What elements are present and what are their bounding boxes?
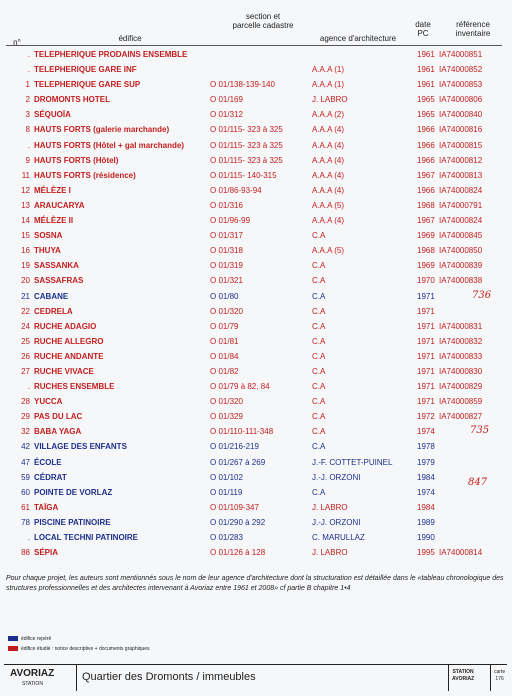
- row-number: .: [27, 382, 30, 392]
- header-num: n°: [13, 38, 21, 47]
- row-number: 24: [21, 321, 30, 331]
- table-row: [0, 198, 512, 213]
- row-agency: C.A: [312, 321, 326, 331]
- row-reference: IA74000833: [439, 351, 483, 361]
- row-number: 16: [21, 246, 30, 256]
- footer-divider: [448, 665, 449, 691]
- row-reference: IA74000839: [439, 261, 483, 271]
- row-section: O 01/318: [210, 246, 243, 256]
- row-agency: C. MARULLAZ: [312, 533, 365, 542]
- row-edifice: TELEPHERIQUE GARE INF: [34, 65, 137, 75]
- row-section: O 01/102: [210, 472, 243, 482]
- row-edifice: LOCAL TECHNI PATINOIRE: [34, 533, 138, 542]
- row-reference: IA74000829: [439, 382, 483, 392]
- row-number: 29: [21, 412, 30, 422]
- row-date: 1989: [417, 517, 435, 527]
- row-reference: IA74000816: [439, 125, 483, 135]
- row-edifice: ARAUCARYA: [34, 200, 85, 210]
- row-edifice: POINTE DE VORLAZ: [34, 487, 113, 497]
- row-agency: C.A: [312, 366, 326, 376]
- row-number: 32: [21, 427, 30, 437]
- station-block: [452, 669, 474, 683]
- row-edifice: HAUTS FORTS (résidence): [34, 170, 136, 180]
- row-agency: A.A.A (4): [312, 170, 345, 180]
- row-date: 1990: [417, 533, 435, 542]
- row-agency: J. LABRO: [312, 548, 348, 558]
- legend-swatch-blue: [8, 636, 18, 641]
- row-section: O 01/126 à 128: [210, 548, 266, 558]
- row-number: 25: [21, 336, 30, 346]
- table-row: [0, 77, 512, 92]
- row-agency: C.A: [312, 351, 326, 361]
- row-date: 1968: [417, 246, 435, 256]
- row-number: 27: [21, 366, 30, 376]
- row-reference: IA74000831: [439, 321, 483, 331]
- table-row: [0, 319, 512, 334]
- table-row: [0, 500, 512, 515]
- row-section: O 01/169: [210, 95, 243, 105]
- table-row: [0, 138, 512, 153]
- row-date: 1969: [417, 261, 435, 271]
- row-reference: IA74000845: [439, 231, 483, 241]
- row-edifice: CABANE: [34, 291, 69, 301]
- row-section: O 01/138-139-140: [210, 80, 275, 90]
- row-edifice: SASSANKA: [34, 261, 79, 271]
- legend-item-etudie: [8, 646, 150, 652]
- row-date: 1961: [417, 80, 435, 90]
- row-number: 61: [21, 502, 30, 512]
- row-number: .: [27, 140, 30, 150]
- row-section: O 01/84: [210, 351, 239, 361]
- table-row: [0, 455, 512, 470]
- row-reference: IA74000824: [439, 185, 483, 195]
- brand-subtitle: STATION: [22, 681, 43, 687]
- table-row: [0, 394, 512, 409]
- row-section: O 01/119: [210, 487, 243, 497]
- row-number: 60: [21, 487, 30, 497]
- table-row: [0, 485, 512, 500]
- row-section: O 01/316: [210, 200, 243, 210]
- row-reference: IA74000815: [439, 140, 483, 150]
- row-date: 1961: [417, 65, 435, 75]
- row-date: 1974: [417, 427, 435, 437]
- row-agency: C.A: [312, 412, 326, 422]
- row-edifice: RUCHE ADAGIO: [34, 321, 97, 331]
- row-section: O 01/283: [210, 533, 243, 542]
- header-section: section et parcelle cadastre: [232, 12, 294, 30]
- row-agency: A.A.A (2): [312, 110, 345, 120]
- row-agency: A.A.A (4): [312, 125, 345, 135]
- row-date: 1968: [417, 200, 435, 210]
- row-section: O 01/312: [210, 110, 243, 120]
- row-agency: J.-J. ORZONI: [312, 517, 361, 527]
- row-edifice: SÉPIA: [34, 548, 59, 558]
- row-agency: J. LABRO: [312, 502, 348, 512]
- row-date: 1995: [417, 548, 435, 558]
- row-number: 42: [21, 442, 30, 452]
- row-agency: J. LABRO: [312, 95, 348, 105]
- table-row: [0, 409, 512, 424]
- row-date: 1966: [417, 155, 435, 165]
- row-edifice: SÉQUOÏA: [34, 110, 71, 120]
- row-reference: IA74000850: [439, 246, 483, 256]
- row-date: 1971: [417, 336, 435, 346]
- row-section: O 01/81: [210, 336, 239, 346]
- table-row: [0, 379, 512, 394]
- row-date: 1961: [417, 50, 435, 59]
- row-number: 8: [25, 125, 30, 135]
- row-edifice: HAUTS FORTS (Hôtel): [34, 155, 119, 165]
- row-edifice: RUCHE VIVACE: [34, 366, 94, 376]
- table-row: [0, 289, 512, 304]
- row-number: 47: [21, 457, 30, 467]
- footnote: Pour chaque projet, les auteurs sont mentionnés sous le nom de leur agence d'architecture dont la structuration est détaillée dans le «tableau chronologique des structures professionnelles et des architectes intervenant à Avoriaz entre 1961 et 2008» cf partie B chapitre 1•4: [6, 575, 504, 592]
- footer-divider: [490, 665, 491, 691]
- row-edifice: THUYA: [34, 246, 61, 256]
- row-section: O 01/110-111-348: [210, 427, 274, 437]
- row-reference: IA74000827: [439, 412, 483, 422]
- carte-number: 176: [495, 676, 504, 682]
- row-section: O 01/267 à 269: [210, 457, 266, 467]
- row-section: O 01/86-93-94: [210, 185, 262, 195]
- row-date: 1966: [417, 185, 435, 195]
- row-agency: C.A: [312, 306, 326, 316]
- row-agency: A.A.A (4): [312, 185, 345, 195]
- row-number: 20: [21, 276, 30, 286]
- row-date: 1966: [417, 125, 435, 135]
- row-reference: IA74000853: [439, 80, 483, 90]
- row-agency: C.A: [312, 276, 326, 286]
- row-agency: A.A.A (4): [312, 155, 345, 165]
- row-section: O 01/115- 323 à 325: [210, 140, 283, 150]
- row-edifice: VILLAGE DES ENFANTS: [34, 442, 127, 452]
- row-date: 1971: [417, 351, 435, 361]
- row-reference: IA74000840: [439, 110, 483, 120]
- row-date: 1967: [417, 216, 435, 226]
- row-section: O 01/320: [210, 397, 243, 407]
- row-number: .: [27, 533, 30, 542]
- header-reference: référence inventaire: [455, 20, 491, 38]
- row-edifice: ÉCOLE: [34, 457, 62, 467]
- table-row: [0, 349, 512, 364]
- row-reference: IA74000813: [439, 170, 483, 180]
- table-row: [0, 515, 512, 530]
- table-row: [0, 228, 512, 243]
- row-date: 1972: [417, 412, 435, 422]
- row-number: .: [27, 65, 30, 75]
- row-number: 3: [25, 110, 30, 120]
- row-number: 15: [21, 231, 30, 241]
- building-table: [0, 47, 512, 560]
- row-date: 1965: [417, 95, 435, 105]
- table-row: [0, 364, 512, 379]
- header-divider: [6, 45, 502, 46]
- table-row: [0, 62, 512, 77]
- legend-label: édifice repéré: [21, 636, 52, 642]
- row-number: 78: [21, 517, 30, 527]
- row-reference: IA74000791: [439, 200, 483, 210]
- table-header: [0, 12, 512, 46]
- row-edifice: YUCCA: [34, 397, 63, 407]
- row-number: 26: [21, 351, 30, 361]
- row-agency: A.A.A (5): [312, 246, 345, 256]
- station-name: AVORIAZ: [452, 676, 475, 682]
- legend-label: édifice étudié : notice descriptive + documents graphiques: [21, 646, 150, 652]
- row-section: O 01/317: [210, 231, 243, 241]
- row-agency: C.A: [312, 397, 326, 407]
- row-edifice: DROMONTS HOTEL: [34, 95, 110, 105]
- row-number: 1: [25, 80, 30, 90]
- row-section: O 01/82: [210, 366, 239, 376]
- row-date: 1984: [417, 502, 435, 512]
- row-edifice: MÉLÈZE II: [34, 216, 74, 226]
- row-edifice: SOSNA: [34, 231, 63, 241]
- row-number: 28: [21, 397, 30, 407]
- row-date: 1966: [417, 140, 435, 150]
- row-reference: IA74000814: [439, 548, 483, 558]
- row-agency: A.A.A (1): [312, 80, 345, 90]
- legend-item-repere: [8, 636, 51, 642]
- handwritten-note: 735: [470, 425, 490, 436]
- row-agency: C.A: [312, 261, 326, 271]
- table-row: [0, 183, 512, 198]
- table-row: [0, 92, 512, 107]
- row-date: 1971: [417, 291, 435, 301]
- header-agence: agence d'architecture: [319, 34, 397, 43]
- row-reference: IA74000812: [439, 155, 483, 165]
- row-edifice: CÉDRAT: [34, 472, 67, 482]
- row-reference: IA74000830: [439, 366, 483, 376]
- row-section: O 01/329: [210, 412, 243, 422]
- carte-label: carte: [494, 669, 506, 675]
- row-section: O 01/216-219: [210, 442, 259, 452]
- row-agency: A.A.A (5): [312, 200, 345, 210]
- row-edifice: HAUTS FORTS (Hôtel + gal marchande): [34, 140, 185, 150]
- row-section: O 01/96-99: [210, 216, 251, 226]
- row-section: O 01/290 à 292: [210, 517, 266, 527]
- row-edifice: RUCHES ENSEMBLE: [34, 382, 115, 392]
- row-date: 1967: [417, 170, 435, 180]
- row-date: 1984: [417, 472, 435, 482]
- table-row: [0, 213, 512, 228]
- table-row: [0, 273, 512, 288]
- header-edifice: édifice: [118, 34, 142, 43]
- row-agency: J.-F. COTTET-PUINEL: [312, 457, 393, 467]
- handwritten-note: 847: [468, 477, 488, 488]
- row-edifice: HAUTS FORTS (galerie marchande): [34, 125, 170, 135]
- table-row: [0, 545, 512, 560]
- row-date: 1971: [417, 306, 435, 316]
- row-section: O 01/319: [210, 261, 243, 271]
- row-agency: C.A: [312, 487, 326, 497]
- table-row: [0, 304, 512, 319]
- row-agency: A.A.A (1): [312, 65, 345, 75]
- row-date: 1965: [417, 110, 435, 120]
- row-agency: A.A.A (4): [312, 216, 345, 226]
- row-reference: IA74000824: [439, 216, 483, 226]
- row-number: .: [27, 50, 30, 59]
- header-date: date PC: [415, 20, 431, 38]
- row-reference: IA74000806: [439, 95, 483, 105]
- footer-bar: [4, 664, 507, 691]
- table-row: [0, 258, 512, 273]
- row-edifice: SASSAFRAS: [34, 276, 84, 286]
- row-reference: IA74000851: [439, 50, 483, 59]
- row-date: 1969: [417, 231, 435, 241]
- row-section: O 01/320: [210, 306, 243, 316]
- row-section: O 01/115- 323 à 325: [210, 155, 283, 165]
- table-row: [0, 439, 512, 454]
- row-date: 1979: [417, 457, 435, 467]
- row-edifice: TELEPHERIQUE PRODAINS ENSEMBLE: [34, 50, 188, 59]
- footer-divider: [76, 665, 77, 691]
- table-row: [0, 424, 512, 439]
- row-reference: IA74000852: [439, 65, 483, 75]
- row-section: O 01/109-347: [210, 502, 259, 512]
- station-label: STATION: [452, 669, 474, 675]
- row-number: 11: [21, 170, 30, 180]
- row-date: 1970: [417, 276, 435, 286]
- row-number: 13: [21, 200, 30, 210]
- table-row: [0, 243, 512, 258]
- row-agency: C.A: [312, 427, 326, 437]
- page-title: Quartier des Dromonts / immeubles: [82, 671, 256, 683]
- row-reference: IA74000838: [439, 276, 483, 286]
- table-row: [0, 168, 512, 183]
- row-edifice: CEDRELA: [34, 306, 73, 316]
- row-date: 1978: [417, 442, 435, 452]
- row-section: O 01/79: [210, 321, 239, 331]
- row-number: 12: [21, 185, 30, 195]
- table-row: [0, 47, 512, 62]
- table-row: [0, 470, 512, 485]
- row-agency: C.A: [312, 336, 326, 346]
- table-row: [0, 530, 512, 545]
- row-number: 19: [21, 261, 30, 271]
- row-section: O 01/115- 140-315: [210, 170, 277, 180]
- table-row: [0, 122, 512, 137]
- handwritten-note: 736: [472, 290, 492, 301]
- row-edifice: RUCHE ANDANTE: [34, 351, 104, 361]
- row-section: O 01/115- 323 à 325: [210, 125, 283, 135]
- row-date: 1974: [417, 487, 435, 497]
- row-number: 88: [21, 548, 30, 558]
- row-edifice: TAÏGA: [34, 502, 59, 512]
- row-agency: C.A: [312, 291, 326, 301]
- row-date: 1971: [417, 321, 435, 331]
- row-number: 21: [21, 291, 30, 301]
- brand-name: AVORIAZ: [10, 668, 55, 679]
- row-agency: A.A.A (4): [312, 140, 345, 150]
- row-number: 9: [25, 155, 30, 165]
- row-date: 1971: [417, 366, 435, 376]
- row-date: 1971: [417, 397, 435, 407]
- table-row: [0, 107, 512, 122]
- carte-block: [494, 669, 505, 683]
- row-section: O 01/79 à 82, 84: [210, 382, 270, 392]
- row-edifice: PISCINE PATINOIRE: [34, 517, 111, 527]
- row-number: 2: [25, 95, 30, 105]
- row-agency: J.-J. ORZONI: [312, 472, 361, 482]
- row-section: O 01/80: [210, 291, 239, 301]
- row-agency: C.A: [312, 382, 326, 392]
- row-number: 22: [21, 306, 30, 316]
- row-date: 1971: [417, 382, 435, 392]
- row-agency: C.A: [312, 231, 326, 241]
- table-row: [0, 153, 512, 168]
- row-edifice: MÉLÈZE I: [34, 185, 71, 195]
- row-edifice: TELEPHERIQUE GARE SUP: [34, 80, 141, 90]
- table-row: [0, 334, 512, 349]
- row-section: O 01/321: [210, 276, 243, 286]
- row-edifice: RUCHE ALLEGRO: [34, 336, 104, 346]
- row-edifice: PAS DU LAC: [34, 412, 83, 422]
- row-reference: IA74000832: [439, 336, 483, 346]
- row-reference: IA74000859: [439, 397, 483, 407]
- legend-swatch-red: [8, 646, 18, 651]
- row-number: 59: [21, 472, 30, 482]
- row-number: 14: [21, 216, 30, 226]
- row-edifice: BABA YAGA: [34, 427, 82, 437]
- row-agency: C.A: [312, 442, 326, 452]
